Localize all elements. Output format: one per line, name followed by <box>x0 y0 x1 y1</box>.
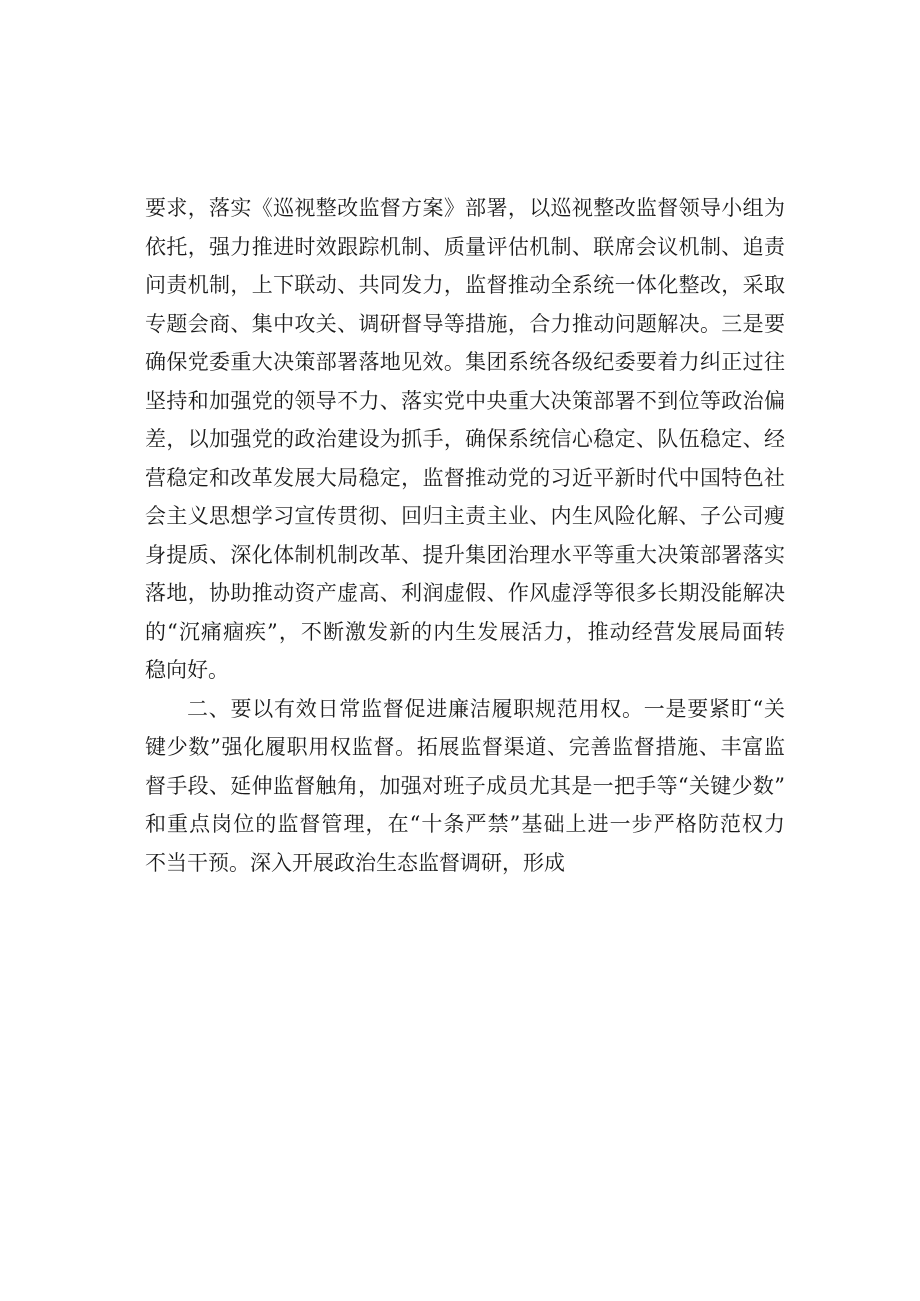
text-line: 二、要以有效日常监督促进廉洁履职规范用权。一是要紧盯“关 <box>187 696 785 721</box>
text-line: 身提质、深化体制机制改革、提升集团治理水平等重大决策部署落实 <box>145 542 785 567</box>
text-line: 营稳定和改革发展大局稳定，监督推动党的习近平新时代中国特色社 <box>145 465 785 490</box>
text-line: 不当干预。深入开展政治生态监督调研，形成 <box>145 850 565 875</box>
paragraph-2 <box>145 690 785 883</box>
text-line: 依托，强力推进时效跟踪机制、质量评估机制、联席会议机制、追责 <box>145 234 785 259</box>
text-line: 坚持和加强党的领导不力、落实党中央重大决策部署不到位等政治偏 <box>145 388 785 413</box>
text-line: 的“沉痛痼疾”，不断激发新的内生发展活力，推动经营发展局面转 <box>145 619 785 644</box>
text-line: 稳向好。 <box>145 658 229 682</box>
text-line: 差，以加强党的政治建设为抓手，确保系统信心稳定、队伍稳定、经 <box>145 427 785 451</box>
text-line: 确保党委重大决策部署落地见效。集团系统各级纪委要着力纠正过往 <box>145 350 785 374</box>
text-line: 会主义思想学习宣传贯彻、回归主责主业、内生风险化解、子公司瘦 <box>145 504 785 528</box>
body-text <box>145 189 785 882</box>
text-line: 督手段、延伸监督触角，加强对班子成员尤其是一把手等“关键少数” <box>145 773 785 798</box>
text-line: 和重点岗位的监督管理，在“十条严禁”基础上进一步严格防范权力 <box>145 812 785 836</box>
text-line: 要求，落实《巡视整改监督方案》部署，以巡视整改监督领导小组为 <box>145 196 785 220</box>
paragraph-1 <box>145 189 785 690</box>
text-line: 专题会商、集中攻关、调研督导等措施，合力推动问题解决。三是要 <box>145 311 785 336</box>
text-line: 键少数”强化履职用权监督。拓展监督渠道、完善监督措施、丰富监 <box>145 735 785 759</box>
text-line: 落地，协助推动资产虚高、利润虚假、作风虚浮等很多长期没能解决 <box>145 581 785 605</box>
text-line: 问责机制，上下联动、共同发力，监督推动全系统一体化整改，采取 <box>145 273 785 297</box>
